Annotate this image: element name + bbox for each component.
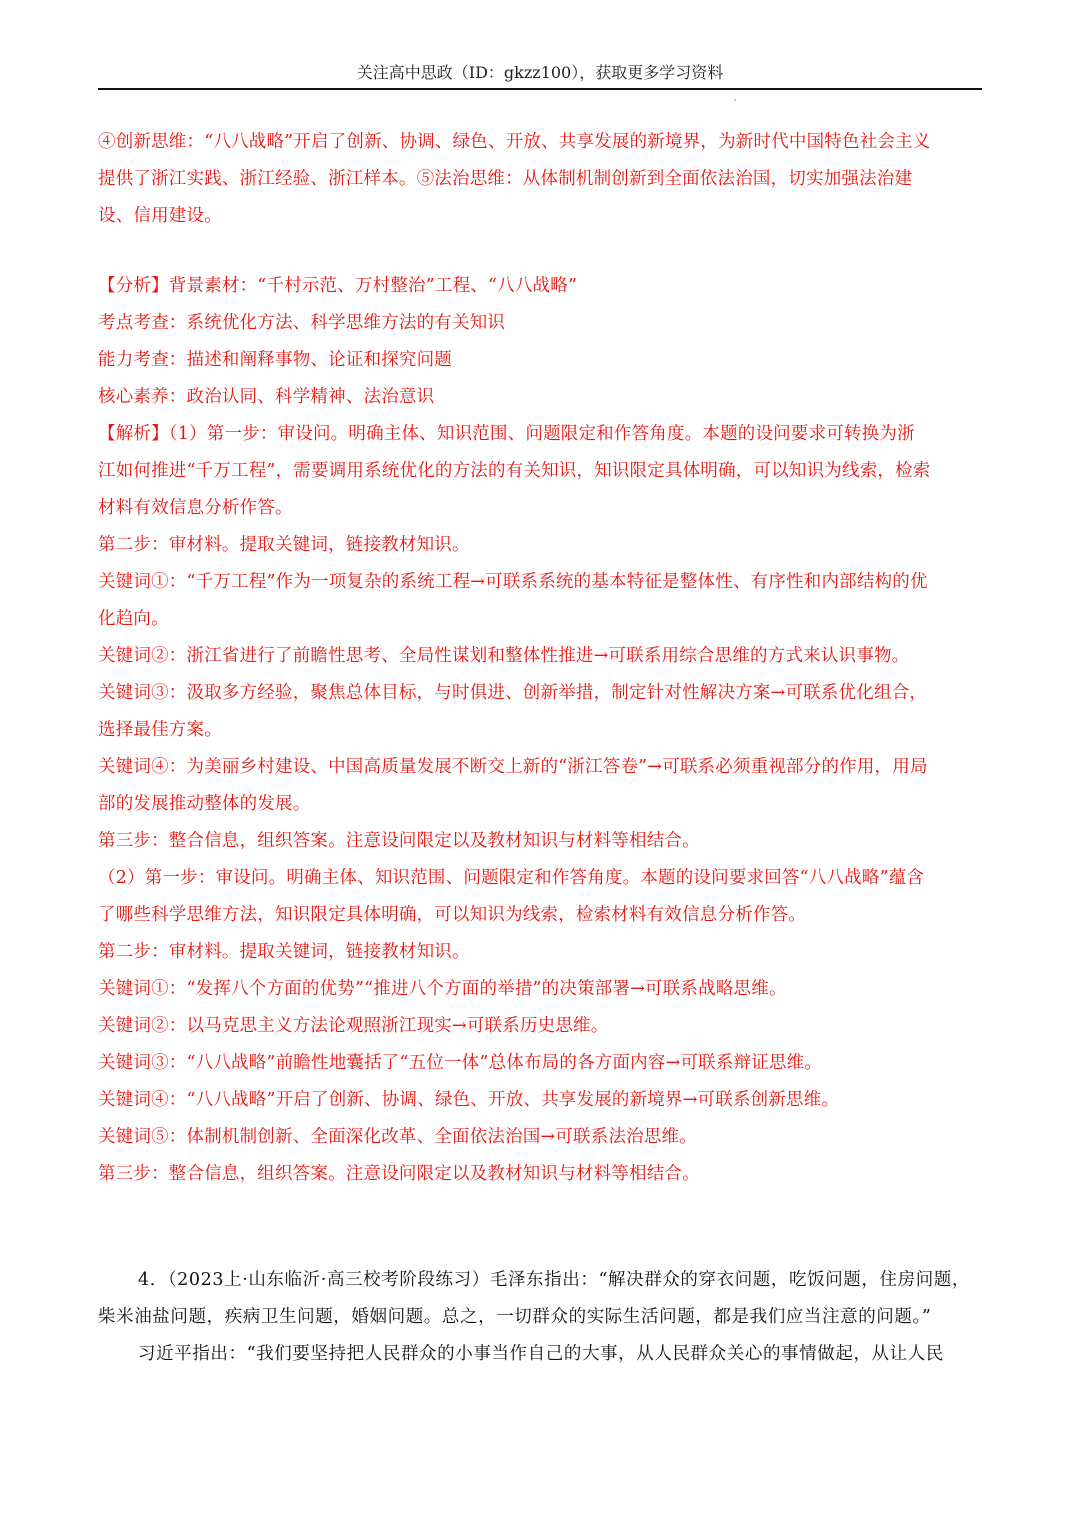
text-line: 化趋向。 [98, 609, 169, 629]
text-line: 【分析】背景素材：“千村示范、万村整治”工程、“八八战略” [98, 276, 578, 296]
question-line: 习近平指出：“我们要坚持把人民群众的小事当作自己的大事，从人民群众关心的事情做起，从让人民 [138, 1344, 944, 1364]
text-line: 考点考查：系统优化方法、科学思维方法的有关知识 [98, 313, 506, 333]
question-line: 4．（2023上·山东临沂·高三校考阶段练习）毛泽东指出：“解决群众的穿衣问题，吃饭问题，住房问题， [138, 1270, 970, 1290]
text-line: 选择最佳方案。 [98, 720, 222, 740]
question-line: 柴米油盐问题，疾病卫生问题，婚姻问题。总之，一切群众的实际生活问题，都是我们应当注意的问题。” [98, 1307, 932, 1327]
text-line: 第二步：审材料。提取关键词，链接教材知识。 [98, 942, 470, 962]
text-line: 关键词③：汲取多方经验，聚焦总体目标，与时俱进、创新举措，制定针对性解决方案→可联系优化组合， [98, 683, 928, 703]
text-line: 关键词⑤：体制机制创新、全面深化改革、全面依法治国→可联系法治思维。 [98, 1127, 697, 1147]
text-line: 关键词①：“千万工程”作为一项复杂的系统工程→可联系系统的基本特征是整体性、有序性和内部结构的优 [98, 572, 928, 592]
text-line: 【解析】（1）第一步：审设问。明确主体、知识范围、问题限定和作答角度。本题的设问要求可转换为浙 [98, 424, 915, 444]
text-line: 关键词①：“发挥八个方面的优势”“推进八个方面的举措”的决策部署→可联系战略思维。 [98, 979, 787, 999]
text-line: 能力考查：描述和阐释事物、论证和探究问题 [98, 350, 452, 370]
text-line: 核心素养：政治认同、科学精神、法治意识 [98, 387, 435, 407]
text-line: （2）第一步：审设问。明确主体、知识范围、问题限定和作答角度。本题的设问要求回答“八八战略”蕴含 [98, 868, 925, 888]
text-line: 关键词④：“八八战略”开启了创新、协调、绿色、开放、共享发展的新境界→可联系创新思维。 [98, 1090, 840, 1110]
analysis-section [98, 268, 982, 1193]
text-line: 关键词③：“八八战略”前瞻性地囊括了“五位一体”总体布局的各方面内容→可联系辩证思维。 [98, 1053, 823, 1073]
text-line: 提供了浙江实践、浙江经验、浙江样本。⑤法治思维：从体制机制创新到全面依法治国，切实加强法治建 [98, 169, 913, 189]
question-4 [98, 1262, 982, 1373]
text-line: 关键词④：为美丽乡村建设、中国高质量发展不断交上新的“浙江答卷”→可联系必须重视部分的作用，用局 [98, 757, 928, 777]
header-mark: ' [734, 98, 737, 107]
header-divider [98, 88, 982, 90]
text-line: 第二步：审材料。提取关键词，链接教材知识。 [98, 535, 470, 555]
text-line: 关键词②：浙江省进行了前瞻性思考、全局性谋划和整体性推进→可联系用综合思维的方式来认识事物。 [98, 646, 910, 666]
answer-tail [98, 124, 982, 235]
text-line: 江如何推进“千万工程”，需要调用系统优化的方法的有关知识，知识限定具体明确，可以知识为线索，检索 [98, 461, 931, 481]
text-line: 设、信用建设。 [98, 206, 222, 226]
text-line: 关键词②：以马克思主义方法论观照浙江现实→可联系历史思维。 [98, 1016, 609, 1036]
text-line: 第三步：整合信息，组织答案。注意设问限定以及教材知识与材料等相结合。 [98, 1164, 700, 1184]
text-line: 部的发展推动整体的发展。 [98, 794, 311, 814]
text-line: 材料有效信息分析作答。 [98, 498, 293, 518]
text-line: ④创新思维：“八八战略”开启了创新、协调、绿色、开放、共享发展的新境界，为新时代中国特色社会主义 [98, 132, 931, 152]
text-line: 了哪些科学思维方法，知识限定具体明确，可以知识为线索，检索材料有效信息分析作答。 [98, 905, 806, 925]
text-line: 第三步：整合信息，组织答案。注意设问限定以及教材知识与材料等相结合。 [98, 831, 700, 851]
page-header: 关注高中思政（ID：gkzz100），获取更多学习资料 [356, 63, 724, 82]
